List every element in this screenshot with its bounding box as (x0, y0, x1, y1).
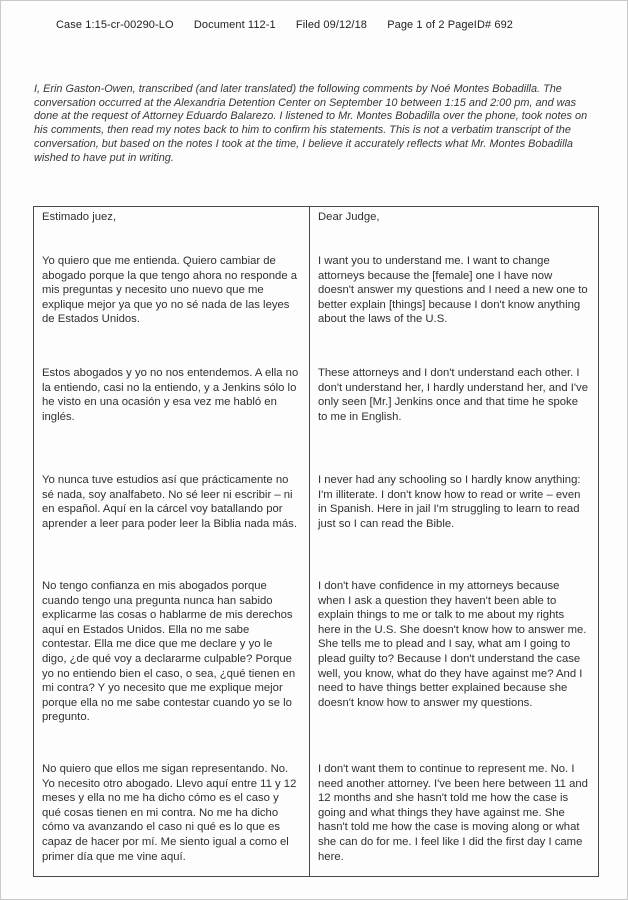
english-paragraph: I never had any schooling so I hardly know anything: I'm illiterate. I don't know how to read or write – even in Spanish. Here in jail I'm struggling to learn to read just so I can read the Bible. (310, 470, 599, 576)
page-id: Page 1 of 2 PageID# 692 (387, 19, 514, 31)
table-row (34, 207, 599, 252)
spanish-paragraph: Yo quiero que me entienda. Quiero cambiar de abogado porque la que tengo ahora no responde a mis preguntas y necesito uno nuevo que me explique mejor ya que yo no sé nada de las leyes de Estados Unidos. (42, 255, 298, 326)
case-number: Case 1:15-cr-00290-LO (56, 19, 174, 31)
table-row (34, 576, 599, 759)
transcriber-statement: I, Erin Gaston-Owen, transcribed (and later translated) the following comments by Noé Montes Bobadilla. The conversation occurred at the Alexandria Detention Center on September 10 between 1:15 and 2:00 pm, and was done at the request of Attorney Eduardo Balarezo. I listened to Mr. Montes Bobadilla over the phone, took notes on his comments, then read my notes back to him to confirm his statements. This is not a verbatim transcript of the conversation, but based on the notes I took at the time, I believe it accurately reflects what Mr. Montes Bobadilla wished to have put in writing. (34, 83, 588, 164)
spanish-paragraph: Estos abogados y yo no nos entendemos. A ella no la entiendo, casi no la entiendo, y a Jenkins sólo lo he visto en una ocasión y esa vez me habló en inglés. (42, 367, 299, 423)
english-salutation: Dear Judge, (310, 207, 599, 252)
spanish-paragraph: No quiero que ellos me sigan representando. No. Yo necesito otro abogado. Llevo aquí entre 11 y 12 meses y ella no me ha dicho cómo es el caso y qué cosas tienen en mi contra. No me ha dicho cómo va avanzando el caso ni qué es lo que es capaz de hacer por mí. Me siento igual a como el primer día que me vine aquí. (42, 763, 297, 863)
spanish-paragraph: No tengo confianza en mis abogados porque cuando tengo una pregunta nunca han sabido explicarme las cosas o hablarme de mis derechos aquí en Estados Unidos. Ella no me sabe contestar. Ella me dice que me declare y yo le digo, ¿de qué voy a declararme culpable? Porque yo no entiendo bien el caso, o sea, ¿qué tienen en mi contra? Y yo necesito que me explique mejor porque ella no me sabe contestar cuando yo se lo pregunto. (42, 580, 296, 724)
english-paragraph: I don't want them to continue to represent me. No. I need another attorney. I've been here between 11 and 12 months and she hasn't told me how the case is going and what things they have against me. She hasn't told me how the case is moving along or what she can do for me. I feel like I did the first day I came here. (310, 759, 599, 877)
table-row (34, 470, 599, 576)
english-paragraph: I want you to understand me. I want to change attorneys because the [female] one I have now doesn't answer my questions and I need a new one to better explain [things] because I don't know anything about the laws of the U.S. (310, 251, 599, 363)
document-number: Document 112-1 (193, 19, 276, 31)
spanish-paragraph: Yo nunca tuve estudios así que prácticamente no sé nada, soy analfabeto. No sé leer ni escribir – ni en español. Aquí en la cárcel voy batallando por aprender a leer para poder leer la Biblia nada más. (42, 474, 297, 530)
translation-table (33, 206, 599, 877)
spanish-salutation: Estimado juez, (42, 211, 117, 223)
table-row (34, 251, 599, 363)
table-row (34, 759, 599, 877)
court-filing-header (56, 19, 607, 31)
table-row (34, 363, 599, 470)
filed-date: Filed 09/12/18 (295, 19, 368, 31)
english-paragraph: I don't have confidence in my attorneys because when I ask a question they haven't been able to explain things to me or talk to me about my rights here in the U.S. She doesn't know how to answer me. She tells me to plead and I say, what am I going to plead guilty to? Because I don't understand the case well, you know, what do they have against me? And I need to have things better explained because she doesn't know how to answer my questions. (310, 576, 599, 759)
english-paragraph: These attorneys and I don't understand each other. I don't understand her, I hardly understand her, and I've only seen [Mr.] Jenkins once and that time he spoke to me in English. (310, 363, 599, 470)
